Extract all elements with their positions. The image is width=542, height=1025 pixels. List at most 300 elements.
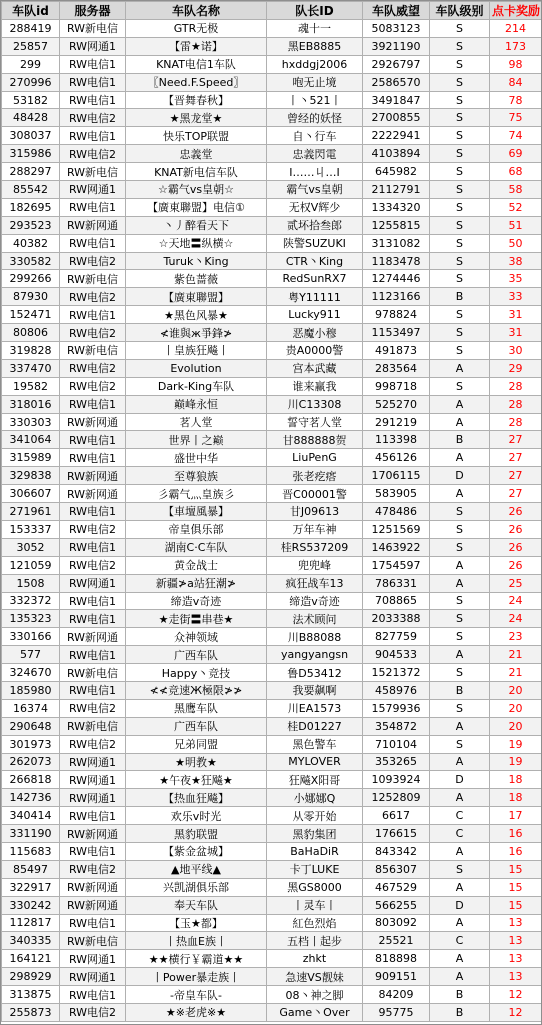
cell-server[interactable]: RW电信1 [60,503,126,521]
cell-level[interactable]: A [430,449,490,467]
cell-team-id[interactable]: 87930 [2,288,60,306]
cell-reward[interactable]: 24 [490,610,542,628]
cell-leader-id[interactable]: I……丩…I [267,163,363,181]
cell-level[interactable]: S [430,91,490,109]
cell-server[interactable]: RW电信1 [60,395,126,413]
cell-leader-id[interactable]: 宫本武藏 [267,359,363,377]
cell-team-name[interactable]: 【雷★诺】 [126,37,267,55]
cell-leader-id[interactable]: 陕警SUZUKI [267,234,363,252]
cell-level[interactable]: S [430,37,490,55]
cell-reward[interactable]: 23 [490,628,542,646]
cell-prestige[interactable]: 1183478 [363,252,430,270]
cell-leader-id[interactable]: 曾经的妖怪 [267,109,363,127]
table-row[interactable] [2,717,542,735]
cell-team-name[interactable]: -帝皇车队- [126,986,267,1004]
cell-team-id[interactable]: 299 [2,55,60,73]
cell-prestige[interactable]: 710104 [363,735,430,753]
cell-reward[interactable]: 21 [490,664,542,682]
cell-team-name[interactable]: ★明教★ [126,753,267,771]
cell-reward[interactable]: 29 [490,359,542,377]
cell-server[interactable]: RW电信1 [60,73,126,91]
cell-team-id[interactable]: 337470 [2,359,60,377]
cell-level[interactable]: S [430,270,490,288]
cell-server[interactable]: RW网通1 [60,789,126,807]
table-row[interactable] [2,467,542,485]
cell-server[interactable]: RW电信2 [60,377,126,395]
cell-team-name[interactable]: ★午夜★狂飚★ [126,771,267,789]
cell-team-id[interactable]: 306607 [2,485,60,503]
cell-server[interactable]: RW电信1 [60,306,126,324]
cell-reward[interactable]: 214 [490,20,542,38]
cell-team-id[interactable]: 319828 [2,342,60,360]
cell-prestige[interactable]: 95775 [363,1003,430,1021]
cell-team-id[interactable]: 53182 [2,91,60,109]
cell-reward[interactable]: 75 [490,109,542,127]
cell-server[interactable]: RW电信1 [60,610,126,628]
cell-server[interactable]: RW电信1 [60,646,126,664]
cell-leader-id[interactable]: 法术顾问 [267,610,363,628]
cell-server[interactable]: RW电信2 [60,520,126,538]
cell-reward[interactable]: 50 [490,234,542,252]
cell-reward[interactable]: 20 [490,699,542,717]
cell-team-id[interactable]: 112817 [2,914,60,932]
table-row[interactable] [2,181,542,199]
cell-team-name[interactable]: 〖Need.F.Speed〗 [126,73,267,91]
cell-prestige[interactable]: 1255815 [363,216,430,234]
table-row[interactable] [2,807,542,825]
cell-team-id[interactable]: 262073 [2,753,60,771]
cell-team-name[interactable]: ★※老虎※★ [126,1003,267,1021]
cell-leader-id[interactable]: LiuPenG [267,449,363,467]
cell-leader-id[interactable]: 兜兜峰 [267,556,363,574]
cell-server[interactable]: RW网通1 [60,968,126,986]
cell-team-name[interactable]: 黄金战士 [126,556,267,574]
table-row[interactable] [2,73,542,91]
cell-server[interactable]: RW电信2 [60,556,126,574]
cell-leader-id[interactable]: Game丶Over [267,1003,363,1021]
cell-team-name[interactable]: KNAT新电信车队 [126,163,267,181]
table-row[interactable] [2,431,542,449]
cell-level[interactable]: S [430,55,490,73]
cell-level[interactable]: A [430,485,490,503]
cell-server[interactable]: RW新电信 [60,342,126,360]
cell-prestige[interactable]: 856307 [363,860,430,878]
cell-team-name[interactable]: 缔造v奇迹 [126,592,267,610]
cell-team-name[interactable]: 【晋舞春秋】 [126,91,267,109]
cell-team-id[interactable]: 332372 [2,592,60,610]
table-row[interactable] [2,1003,542,1021]
cell-server[interactable]: RW电信1 [60,592,126,610]
cell-team-id[interactable]: 185980 [2,681,60,699]
cell-reward[interactable]: 18 [490,789,542,807]
cell-server[interactable]: RW电信1 [60,449,126,467]
table-row[interactable] [2,932,542,950]
table-row[interactable] [2,198,542,216]
cell-reward[interactable]: 33 [490,288,542,306]
cell-leader-id[interactable]: 甘888888贺 [267,431,363,449]
cell-level[interactable]: B [430,431,490,449]
cell-server[interactable]: RW网通1 [60,771,126,789]
cell-level[interactable]: S [430,216,490,234]
table-row[interactable] [2,556,542,574]
cell-server[interactable]: RW新电信 [60,163,126,181]
cell-level[interactable]: A [430,968,490,986]
cell-team-id[interactable]: 266818 [2,771,60,789]
cell-team-name[interactable]: 巅峰永恒 [126,395,267,413]
cell-prestige[interactable]: 566255 [363,896,430,914]
cell-prestige[interactable]: 4103894 [363,145,430,163]
cell-prestige[interactable]: 353265 [363,753,430,771]
cell-team-id[interactable]: 3052 [2,538,60,556]
cell-team-id[interactable]: 290648 [2,717,60,735]
cell-reward[interactable]: 78 [490,91,542,109]
cell-leader-id[interactable]: 急速VS靓妹 [267,968,363,986]
cell-team-id[interactable]: 40382 [2,234,60,252]
cell-team-id[interactable]: 288297 [2,163,60,181]
table-row[interactable] [2,324,542,342]
cell-prestige[interactable]: 909151 [363,968,430,986]
cell-level[interactable]: S [430,503,490,521]
cell-prestige[interactable]: 467529 [363,878,430,896]
cell-reward[interactable]: 27 [490,431,542,449]
cell-reward[interactable]: 52 [490,198,542,216]
cell-leader-id[interactable]: 黑豹集团 [267,825,363,843]
cell-level[interactable]: S [430,699,490,717]
table-row[interactable] [2,485,542,503]
cell-server[interactable]: RW电信2 [60,735,126,753]
cell-leader-id[interactable]: 忠義閃電 [267,145,363,163]
cell-reward[interactable]: 30 [490,342,542,360]
cell-team-id[interactable]: 115683 [2,842,60,860]
cell-server[interactable]: RW电信1 [60,91,126,109]
cell-team-id[interactable]: 330242 [2,896,60,914]
cell-team-name[interactable]: ★★横行￥霸道★★ [126,950,267,968]
cell-team-name[interactable]: 众神领域 [126,628,267,646]
table-row[interactable] [2,503,542,521]
col-header-leader-id[interactable]: 队长ID [267,2,363,20]
cell-prestige[interactable]: 2926797 [363,55,430,73]
table-row[interactable] [2,20,542,38]
cell-level[interactable]: S [430,860,490,878]
table-row[interactable] [2,610,542,628]
cell-server[interactable]: RW网通1 [60,574,126,592]
cell-reward[interactable]: 35 [490,270,542,288]
cell-prestige[interactable]: 176615 [363,825,430,843]
cell-team-name[interactable]: 世界丨之巅 [126,431,267,449]
cell-team-id[interactable]: 1508 [2,574,60,592]
cell-team-id[interactable]: 25857 [2,37,60,55]
cell-prestige[interactable]: 2700855 [363,109,430,127]
cell-prestige[interactable]: 843342 [363,842,430,860]
cell-prestige[interactable]: 84209 [363,986,430,1004]
cell-reward[interactable]: 27 [490,485,542,503]
cell-prestige[interactable]: 525270 [363,395,430,413]
cell-team-id[interactable]: 341064 [2,431,60,449]
cell-leader-id[interactable]: RedSunRX7 [267,270,363,288]
cell-server[interactable]: RW网通1 [60,950,126,968]
cell-server[interactable]: RW新网通 [60,467,126,485]
cell-leader-id[interactable]: 晋C00001警 [267,485,363,503]
cell-prestige[interactable]: 491873 [363,342,430,360]
cell-level[interactable]: A [430,878,490,896]
cell-level[interactable]: S [430,664,490,682]
cell-team-name[interactable]: 【廣東聯盟】电信① [126,198,267,216]
table-row[interactable] [2,252,542,270]
cell-leader-id[interactable]: 桂RS537209 [267,538,363,556]
cell-team-name[interactable]: 湖南C·C车队 [126,538,267,556]
cell-level[interactable]: A [430,556,490,574]
cell-leader-id[interactable]: 08丶神之脚 [267,986,363,1004]
cell-server[interactable]: RW新电信 [60,270,126,288]
cell-leader-id[interactable]: 五档丨起步 [267,932,363,950]
table-row[interactable] [2,216,542,234]
cell-team-id[interactable]: 330166 [2,628,60,646]
cell-reward[interactable]: 13 [490,914,542,932]
table-row[interactable] [2,377,542,395]
table-row[interactable] [2,520,542,538]
cell-prestige[interactable]: 3921190 [363,37,430,55]
cell-team-id[interactable]: 16374 [2,699,60,717]
cell-prestige[interactable]: 827759 [363,628,430,646]
cell-level[interactable]: S [430,306,490,324]
cell-leader-id[interactable]: 缔造v奇迹 [267,592,363,610]
cell-reward[interactable]: 15 [490,860,542,878]
cell-reward[interactable]: 26 [490,538,542,556]
cell-level[interactable]: D [430,467,490,485]
cell-level[interactable]: S [430,520,490,538]
cell-prestige[interactable]: 354872 [363,717,430,735]
cell-level[interactable]: A [430,359,490,377]
cell-level[interactable]: S [430,610,490,628]
cell-prestige[interactable]: 2033388 [363,610,430,628]
cell-team-name[interactable]: ☆天地〓纵横☆ [126,234,267,252]
cell-team-name[interactable]: 黑豹联盟 [126,825,267,843]
cell-leader-id[interactable]: 自丶行车 [267,127,363,145]
cell-team-id[interactable]: 340335 [2,932,60,950]
table-row[interactable] [2,127,542,145]
cell-server[interactable]: RW电信1 [60,198,126,216]
cell-reward[interactable]: 15 [490,896,542,914]
cell-team-id[interactable]: 318016 [2,395,60,413]
cell-team-id[interactable]: 298929 [2,968,60,986]
cell-reward[interactable]: 26 [490,556,542,574]
cell-reward[interactable]: 26 [490,520,542,538]
table-row[interactable] [2,91,542,109]
cell-leader-id[interactable]: 丨丶521丨 [267,91,363,109]
cell-level[interactable]: S [430,735,490,753]
table-row[interactable] [2,234,542,252]
cell-level[interactable]: A [430,395,490,413]
cell-reward[interactable]: 28 [490,377,542,395]
cell-prestige[interactable]: 1153497 [363,324,430,342]
cell-server[interactable]: RW新电信 [60,717,126,735]
cell-team-id[interactable]: 315989 [2,449,60,467]
cell-reward[interactable]: 28 [490,395,542,413]
table-row[interactable] [2,395,542,413]
cell-reward[interactable]: 84 [490,73,542,91]
cell-level[interactable]: S [430,20,490,38]
cell-team-id[interactable]: 270996 [2,73,60,91]
cell-leader-id[interactable]: 万年车神 [267,520,363,538]
table-row[interactable] [2,968,542,986]
cell-server[interactable]: RW新网通 [60,628,126,646]
cell-team-name[interactable]: 帝皇俱乐部 [126,520,267,538]
cell-leader-id[interactable]: 黑EB8885 [267,37,363,55]
cell-prestige[interactable]: 1754597 [363,556,430,574]
table-row[interactable] [2,145,542,163]
cell-reward[interactable]: 28 [490,413,542,431]
cell-level[interactable]: S [430,252,490,270]
cell-team-id[interactable]: 331190 [2,825,60,843]
cell-leader-id[interactable]: 誓守茗人堂 [267,413,363,431]
cell-level[interactable]: A [430,789,490,807]
cell-team-name[interactable]: 茗人堂 [126,413,267,431]
cell-level[interactable]: B [430,1003,490,1021]
cell-team-id[interactable]: 85497 [2,860,60,878]
cell-team-name[interactable]: 【玉★都】 [126,914,267,932]
cell-reward[interactable]: 20 [490,681,542,699]
cell-prestige[interactable]: 2222941 [363,127,430,145]
cell-reward[interactable]: 19 [490,753,542,771]
cell-reward[interactable]: 20 [490,717,542,735]
cell-team-name[interactable]: 欢乐v时光 [126,807,267,825]
cell-level[interactable]: S [430,324,490,342]
cell-prestige[interactable]: 1252809 [363,789,430,807]
table-row[interactable] [2,628,542,646]
table-row[interactable] [2,538,542,556]
cell-team-name[interactable]: 丶丿醉看天下 [126,216,267,234]
col-header-prestige[interactable]: 车队威望 [363,2,430,20]
cell-level[interactable]: A [430,950,490,968]
cell-team-name[interactable]: 黑鹰车队 [126,699,267,717]
col-header-reward[interactable]: 点卡奖励 [490,2,542,20]
cell-prestige[interactable]: 1463922 [363,538,430,556]
cell-team-id[interactable]: 299266 [2,270,60,288]
cell-prestige[interactable]: 1579936 [363,699,430,717]
cell-leader-id[interactable]: 黑GS8000 [267,878,363,896]
table-row[interactable] [2,288,542,306]
cell-server[interactable]: RW电信1 [60,681,126,699]
cell-server[interactable]: RW网通1 [60,181,126,199]
cell-leader-id[interactable]: BaHaDiR [267,842,363,860]
cell-server[interactable]: RW电信2 [60,145,126,163]
cell-team-name[interactable]: 【廣東聯盟】 [126,288,267,306]
cell-reward[interactable]: 21 [490,646,542,664]
cell-server[interactable]: RW网通1 [60,37,126,55]
cell-team-name[interactable]: Evolution [126,359,267,377]
cell-team-id[interactable]: 135323 [2,610,60,628]
cell-reward[interactable]: 27 [490,449,542,467]
cell-reward[interactable]: 26 [490,503,542,521]
cell-reward[interactable]: 31 [490,306,542,324]
cell-level[interactable]: S [430,109,490,127]
cell-team-name[interactable]: 紫色蔷薇 [126,270,267,288]
cell-reward[interactable]: 17 [490,807,542,825]
cell-level[interactable]: B [430,986,490,1004]
table-row[interactable] [2,664,542,682]
table-row[interactable] [2,914,542,932]
cell-team-name[interactable]: 丨皇族狂飚丨 [126,342,267,360]
cell-prestige[interactable]: 786331 [363,574,430,592]
cell-server[interactable]: RW电信2 [60,699,126,717]
cell-level[interactable]: A [430,646,490,664]
cell-prestige[interactable]: 3131082 [363,234,430,252]
table-row[interactable] [2,306,542,324]
cell-level[interactable]: S [430,145,490,163]
cell-team-name[interactable]: 【紫金盆城】 [126,842,267,860]
table-row[interactable] [2,55,542,73]
cell-leader-id[interactable]: 小娜娜Q [267,789,363,807]
table-row[interactable] [2,163,542,181]
cell-leader-id[interactable]: 无权V辉少 [267,198,363,216]
cell-team-id[interactable]: 182695 [2,198,60,216]
cell-team-id[interactable]: 293523 [2,216,60,234]
cell-prestige[interactable]: 1093924 [363,771,430,789]
cell-leader-id[interactable]: yangyangsn [267,646,363,664]
cell-prestige[interactable]: 3491847 [363,91,430,109]
cell-team-name[interactable]: 至尊狼族 [126,467,267,485]
cell-level[interactable]: D [430,771,490,789]
cell-team-name[interactable]: 丨Power暴走族丨 [126,968,267,986]
cell-server[interactable]: RW新电信 [60,664,126,682]
cell-server[interactable]: RW电信1 [60,431,126,449]
cell-level[interactable]: B [430,288,490,306]
table-row[interactable] [2,270,542,288]
cell-level[interactable]: S [430,181,490,199]
cell-level[interactable]: S [430,127,490,145]
table-row[interactable] [2,413,542,431]
cell-level[interactable]: S [430,628,490,646]
table-row[interactable] [2,699,542,717]
cell-team-name[interactable]: KNAT电信1车队 [126,55,267,73]
cell-leader-id[interactable]: zhkt [267,950,363,968]
cell-team-name[interactable]: 【热血狂飚】 [126,789,267,807]
cell-server[interactable]: RW电信2 [60,324,126,342]
cell-team-name[interactable]: 奉天车队 [126,896,267,914]
table-row[interactable] [2,449,542,467]
cell-leader-id[interactable]: 粤Y11111 [267,288,363,306]
cell-prestige[interactable]: 291219 [363,413,430,431]
cell-team-id[interactable]: 330582 [2,252,60,270]
table-row[interactable] [2,789,542,807]
cell-team-id[interactable]: 121059 [2,556,60,574]
cell-team-id[interactable]: 324670 [2,664,60,682]
cell-team-id[interactable]: 152471 [2,306,60,324]
cell-team-name[interactable]: ☆霸气vs皇朝☆ [126,181,267,199]
cell-reward[interactable]: 38 [490,252,542,270]
cell-prestige[interactable]: 2586570 [363,73,430,91]
cell-leader-id[interactable]: 桂D01227 [267,717,363,735]
cell-server[interactable]: RW电信2 [60,860,126,878]
cell-reward[interactable]: 19 [490,735,542,753]
cell-leader-id[interactable]: hxddgj2006 [267,55,363,73]
cell-reward[interactable]: 12 [490,1003,542,1021]
cell-leader-id[interactable]: 咆无止境 [267,73,363,91]
cell-server[interactable]: RW新网通 [60,216,126,234]
cell-level[interactable]: S [430,538,490,556]
cell-team-name[interactable]: ≮谁與ж爭鋒≯ [126,324,267,342]
cell-server[interactable]: RW电信2 [60,1003,126,1021]
cell-team-id[interactable]: 322917 [2,878,60,896]
cell-reward[interactable]: 31 [490,324,542,342]
cell-prestige[interactable]: 458976 [363,681,430,699]
cell-leader-id[interactable]: 我要飙啊 [267,681,363,699]
cell-leader-id[interactable]: 狂飚X阳哥 [267,771,363,789]
cell-prestige[interactable]: 998718 [363,377,430,395]
cell-team-name[interactable]: ★走街〓串巷★ [126,610,267,628]
cell-leader-id[interactable]: 川EA1573 [267,699,363,717]
cell-leader-id[interactable]: CTR丶King [267,252,363,270]
